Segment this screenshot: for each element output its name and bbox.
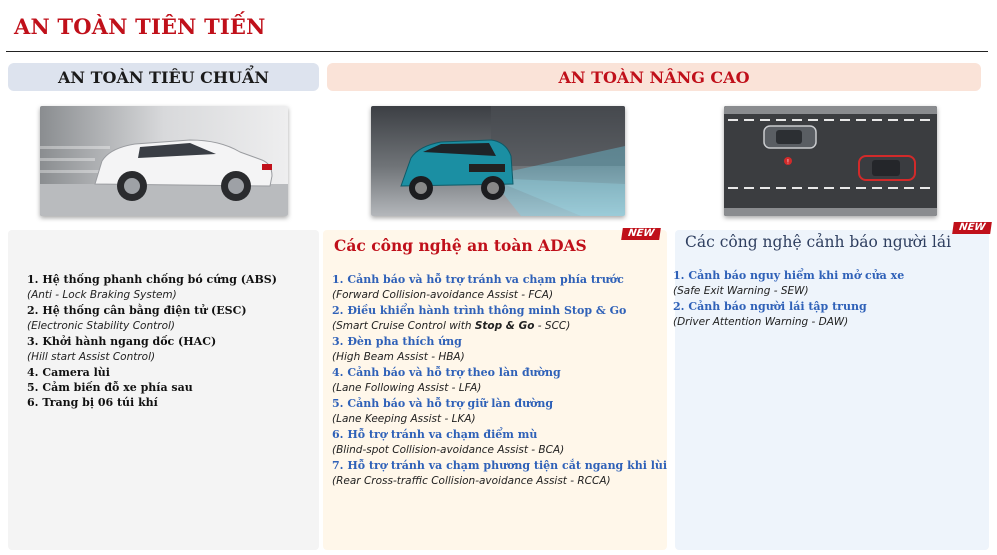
- list-item: 7. Hỗ trợ tránh va chạm phương tiện cắt ngang khi lùi: [332, 459, 668, 472]
- scc-sub-bold: Stop & Go: [474, 320, 535, 332]
- title-divider: [6, 51, 988, 52]
- list-item: 4. Camera lùi: [27, 366, 110, 379]
- advanced-safety-band: AN TOÀN NÂNG CAO: [327, 63, 981, 91]
- list-item-sub: [332, 318, 667, 334]
- white-suv-photo: [40, 106, 288, 216]
- list-item-sub: (Lane Following Assist - LFA): [332, 382, 482, 394]
- list-item-sub: (Rear Cross-traffic Collision-avoidance Assist - RCCA): [332, 475, 611, 487]
- adas-feature-list: [332, 272, 667, 489]
- list-item-sub: (Anti - Lock Braking System): [27, 289, 177, 301]
- list-item: 6. Trang bị 06 túi khí: [27, 396, 158, 409]
- new-badge-driver: NEW: [952, 222, 992, 234]
- list-item-sub: (Driver Attention Warning - DAW): [673, 316, 849, 328]
- list-item: 1. Cảnh báo nguy hiểm khi mở cửa xe: [673, 269, 905, 282]
- standard-feature-list: [27, 272, 277, 410]
- list-item-sub: (Lane Keeping Assist - LKA): [332, 413, 476, 425]
- svg-text:!: !: [786, 158, 790, 166]
- list-item: 3. Khởi hành ngang dốc (HAC): [27, 335, 217, 348]
- page-title: AN TOÀN TIÊN TIẾN: [14, 14, 266, 39]
- standard-safety-band: AN TOÀN TIÊU CHUẨN: [8, 63, 319, 91]
- list-item: 2. Cảnh báo người lái tập trung: [673, 300, 867, 313]
- list-item-sub: (Electronic Stability Control): [27, 320, 176, 332]
- list-item: 5. Cảm biến đỗ xe phía sau: [27, 381, 193, 394]
- new-badge-adas: NEW: [621, 228, 661, 240]
- list-item: 2. Điều khiển hành trình thông minh Stop & Go: [332, 304, 627, 317]
- scc-sub-prefix: (Smart Cruise Control with: [332, 320, 475, 332]
- list-item-sub: (Blind-spot Collision-avoidance Assist - BCA): [332, 444, 565, 456]
- list-item-sub: (Forward Collision-avoidance Assist - FCA): [332, 289, 554, 301]
- list-item: 2. Hệ thống cân bằng điện tử (ESC): [27, 304, 247, 317]
- scc-sub-suffix: - SCC): [534, 320, 571, 332]
- driver-warning-list: [673, 268, 904, 330]
- list-item: 1. Hệ thống phanh chống bó cứng (ABS): [27, 273, 277, 286]
- list-item-sub: (High Beam Assist - HBA): [332, 351, 465, 363]
- list-item: 4. Cảnh báo và hỗ trợ theo làn đường: [332, 366, 561, 379]
- list-item: 3. Đèn pha thích ứng: [332, 335, 462, 348]
- list-item-sub: (Safe Exit Warning - SEW): [673, 285, 809, 297]
- list-item: 5. Cảnh báo và hỗ trợ giữ làn đường: [332, 397, 554, 410]
- adas-heading: Các công nghệ an toàn ADAS: [334, 236, 587, 255]
- safe-exit-road-diagram: [724, 106, 937, 216]
- driver-warning-heading: Các công nghệ cảnh báo người lái: [685, 233, 952, 251]
- list-item-sub: (Hill start Assist Control): [27, 351, 156, 363]
- list-item: 1. Cảnh báo và hỗ trợ tránh va chạm phía trước: [332, 273, 624, 286]
- teal-suv-adas-photo: [371, 106, 625, 216]
- list-item: 6. Hỗ trợ tránh va chạm điểm mù: [332, 428, 538, 441]
